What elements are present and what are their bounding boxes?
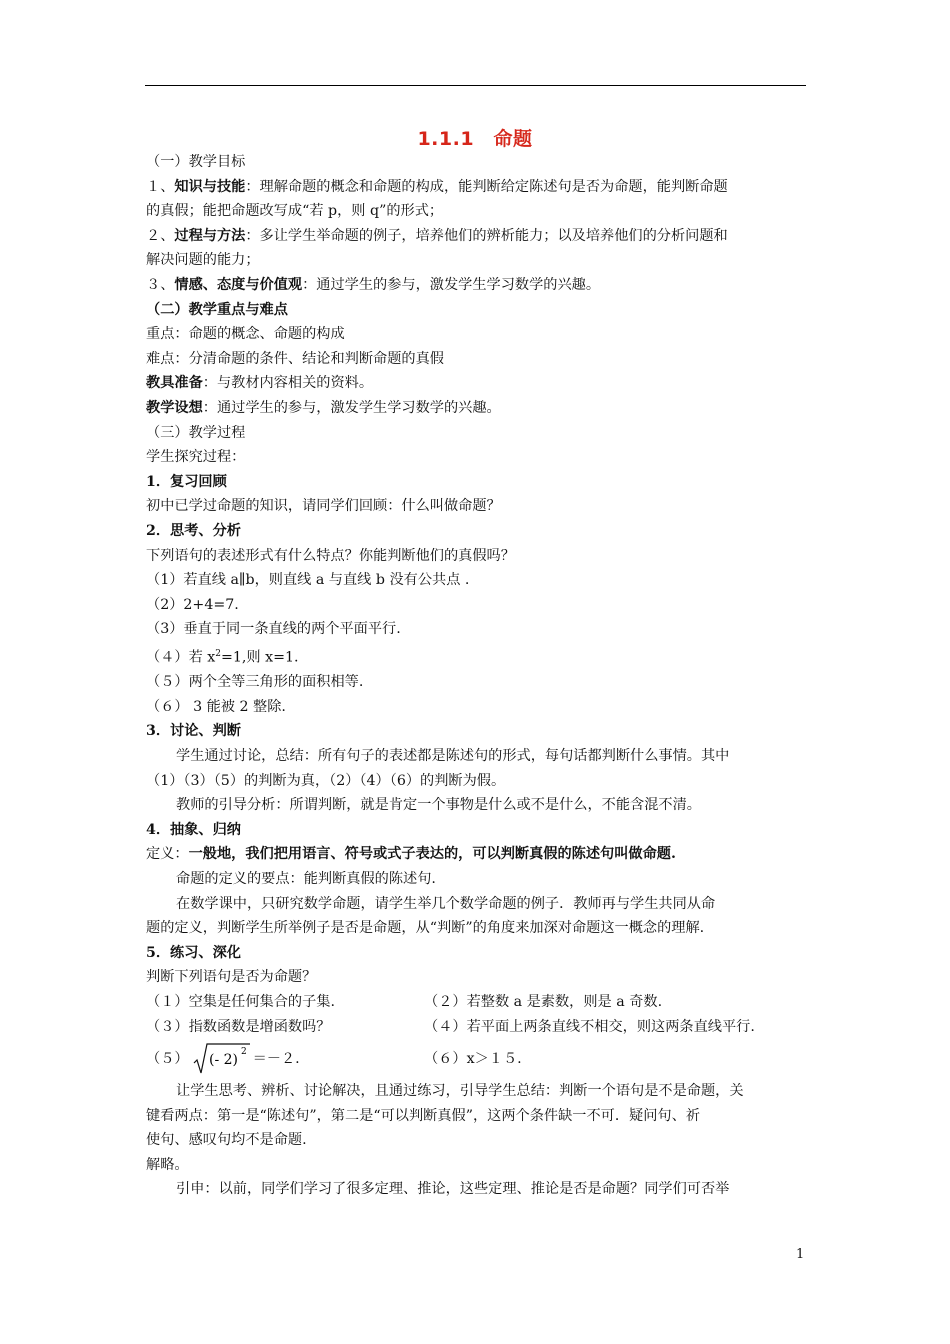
goal-1-label: 知识与技能 [174, 178, 246, 195]
focus-heading: （二）教学重点与难点 [146, 301, 288, 318]
idea-line [146, 396, 810, 421]
step-2-item-4-post: =1,则 x=1. [221, 649, 299, 666]
exercise-5 [146, 1042, 424, 1076]
summary-para-c: 使句、感叹句均不是命题. [146, 1132, 307, 1149]
goal-2-number: ２、 [146, 227, 175, 244]
goal-1-number: １、 [146, 178, 175, 195]
step-3-para-1b: （1）（3）（5）的判断为真，（2）（4）（6）的判断为假。 [146, 772, 506, 789]
sqrt-expression [193, 1042, 251, 1076]
step-4-para-2a: 在数学课中，只研究数学命题，请学生举几个数学命题的例子．教师再与学生共同从命 [176, 895, 716, 912]
exercise-row-3 [146, 1041, 810, 1077]
exercise-2: （２）若整数 a 是素数，则是 a 奇数. [424, 993, 663, 1010]
focus-difficulty: 难点：分清命题的条件、结论和判断命题的真假 [146, 350, 444, 367]
goal-1-cont: 的真假；能把命题改写成“若 p，则 q”的形式； [146, 203, 444, 220]
definition-label: 定义： [146, 846, 189, 863]
answer-line: 解略。 [146, 1156, 189, 1173]
step-4-para-1: 命题的定义的要点：能判断真假的陈述句. [176, 870, 436, 887]
document-body [146, 150, 810, 1202]
goal-2-cont: 解决问题的能力； [146, 252, 260, 269]
exercise-5-result: ＝－２. [252, 1050, 300, 1067]
explore-line: 学生探究过程： [146, 449, 246, 466]
step-2-item-4-pre: （４）若 x [146, 649, 216, 666]
summary-para-a: 让学生思考、辨析、讨论解决，且通过练习，引导学生总结：判断一个语句是不是命题，关 [176, 1083, 744, 1100]
step-2-item-3: （3）垂直于同一条直线的两个平面平行. [146, 621, 401, 638]
exercise-3: （３）指数函数是增函数吗？ [146, 1018, 331, 1035]
step-4-heading: 4．抽象、归纳 [146, 821, 241, 838]
tools-line [146, 371, 810, 396]
step-2-text: 下列语句的表述形式有什么特点？你能判断他们的真假吗？ [146, 547, 515, 564]
goal-2-label: 过程与方法 [174, 227, 246, 244]
goal-1 [146, 175, 810, 200]
exercise-6: （６）x＞１５. [424, 1050, 522, 1067]
step-2-item-4-sup: 2 [215, 648, 221, 659]
step-3-para-2: 教师的引导分析：所谓判断，就是肯定一个事物是什么或不是什么，不能含混不清。 [176, 797, 701, 814]
step-2-item-6: （６） 3 能被 2 整除. [146, 698, 286, 715]
definition-text: 一般地，我们把用语言、符号或式子表达的，可以判断真假的陈述句叫做命题. [188, 846, 676, 863]
exercise-1: （１）空集是任何集合的子集. [146, 993, 335, 1010]
step-1-heading: 1．复习回顾 [146, 473, 227, 490]
step-5-text: 判断下列语句是否为命题？ [146, 969, 317, 986]
page-title: 1.1.1 命题 [417, 128, 533, 150]
goal-2 [146, 224, 810, 249]
step-2-item-1: （1）若直线 a∥b，则直线 a 与直线 b 没有公共点 . [146, 572, 470, 589]
exercise-row-1 [146, 990, 810, 1015]
step-2-heading: 2．思考、分析 [146, 522, 241, 539]
process-heading: （三）教学过程 [146, 424, 246, 441]
goals-heading: （一）教学目标 [146, 154, 246, 170]
idea-label: 教学设想 [146, 399, 203, 416]
radicand-exponent: 2 [240, 1047, 247, 1058]
step-2-item-5: （５）两个全等三角形的面积相等. [146, 674, 364, 691]
goal-3-number: ３、 [146, 276, 175, 293]
step-3-heading: 3．讨论、判断 [146, 723, 241, 740]
tools-label: 教具准备 [146, 375, 203, 392]
goal-1-text: ：理解命题的概念和命题的构成，能判断给定陈述句是否为命题，能判断命题 [245, 178, 728, 195]
exercise-row-2 [146, 1015, 810, 1040]
goal-3-text: ：通过学生的参与，激发学生学习数学的兴趣。 [302, 276, 601, 293]
exercise-4: （４）若平面上两条直线不相交，则这两条直线平行. [424, 1018, 755, 1035]
definition-line [146, 842, 810, 867]
step-3-para-1a: 学生通过讨论，总结：所有句子的表述都是陈述句的形式，每句话都判断什么事情。其中 [176, 747, 730, 764]
exercise-5-label: （５） [146, 1050, 189, 1067]
step-1-text: 初中已学过命题的知识，请同学们回顾：什么叫做命题？ [146, 498, 501, 515]
step-2-item-2: （2）2+4=7. [146, 596, 239, 613]
step-5-heading: 5．练习、深化 [146, 944, 241, 961]
tools-text: ：与教材内容相关的资料。 [202, 375, 374, 392]
goal-2-text: ：多让学生举命题的例子，培养他们的辨析能力；以及培养他们的分析问题和 [245, 227, 728, 244]
summary-para-b: 键看两点：第一是“陈述句”，第二是“可以判断真假”，这两个条件缺一不可．疑问句、祈 [146, 1107, 700, 1124]
step-4-para-2b: 题的定义，判断学生所举例子是否是命题，从“判断”的角度来加深对命题这一概念的理解. [146, 920, 705, 937]
goal-3 [146, 273, 810, 298]
page-number: 1 [796, 1247, 805, 1262]
goal-3-label: 情感、态度与价值观 [174, 276, 303, 293]
step-2-item-4 [146, 642, 810, 670]
idea-text: ：通过学生的参与，激发学生学习数学的兴趣。 [202, 399, 501, 416]
focus-key: 重点：命题的概念、命题的构成 [146, 326, 345, 343]
header-rule [145, 85, 806, 86]
extension-line: 引申：以前，同学们学习了很多定理、推论，这些定理、推论是否是命题？同学们可否举 [176, 1181, 730, 1198]
radicand: (- 2) [208, 1052, 238, 1069]
